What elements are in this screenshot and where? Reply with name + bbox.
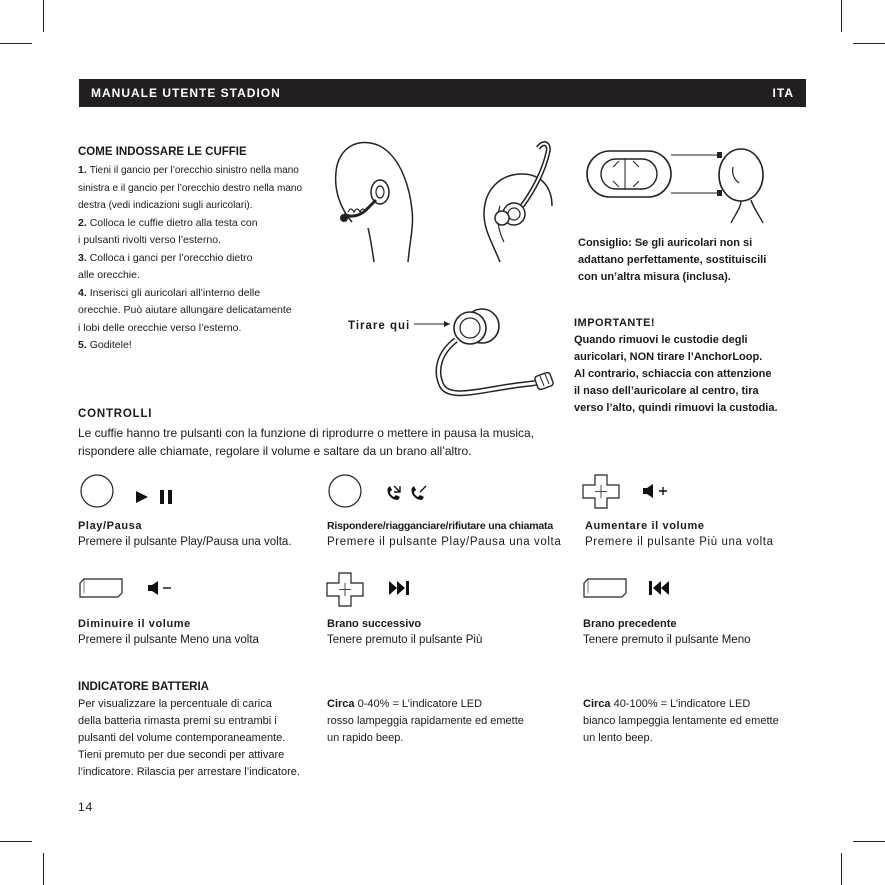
control-desc: Premere il pulsante Più una volta xyxy=(585,536,774,548)
important-title: IMPORTANTE! xyxy=(574,317,656,329)
ear-with-earhook-illustration xyxy=(470,130,570,265)
wear-step-line: destra (vedi indicazioni sugli auricolari). xyxy=(78,200,253,211)
crop-mark xyxy=(0,841,32,842)
plus-button-icon xyxy=(582,474,622,510)
wear-step-line: sinistra e il gancio per l’orecchio destro nella mano xyxy=(78,182,303,194)
control-item xyxy=(78,520,318,548)
wear-title: COME INDOSSARE LE CUFFIE xyxy=(78,146,247,158)
control-item xyxy=(327,618,567,646)
header-bar xyxy=(79,79,806,107)
play-pause-icon xyxy=(134,489,176,505)
control-desc: Premere il pulsante Meno una volta xyxy=(78,634,259,646)
control-desc: Premere il pulsante Play/Pausa una volta xyxy=(327,536,562,548)
control-item xyxy=(78,618,318,646)
round-button-icon xyxy=(78,474,118,510)
language-label: ITA xyxy=(772,86,794,100)
control-desc: Premere il pulsante Play/Pausa una volta. xyxy=(78,536,292,548)
wear-step: 4. Inserisci gli auricolari all’interno delle xyxy=(78,286,261,299)
wear-step: 2. Colloca le cuffie dietro alla testa con xyxy=(78,216,258,229)
wear-step-line: orecchie. Può aiutare allungare delicatamente xyxy=(78,304,292,316)
important-note: IMPORTANTE! Quando rimuovi le custodie degli auricolari, NON tirare l’AnchorLoop. Al contrario, schiaccia con attenzione il naso dell’auricolare al centro, tira verso l’alto, quindi rimuovi la custodia. xyxy=(574,315,814,417)
crop-mark xyxy=(853,43,885,44)
battery-high-info: Circa 40-100% = L’indicatore LED bianco lampeggia lentamente ed emette un lento beep. xyxy=(583,698,779,744)
crop-mark xyxy=(841,853,842,885)
controls-intro: Le cuffie hanno tre pulsanti con la funzione di riprodurre o mettere in pausa la musica, rispondere alle chiamate, regolare il volume e saltare da un brano all’altro. xyxy=(78,426,535,458)
page-number: 14 xyxy=(78,800,94,814)
control-title: Brano successivo xyxy=(327,618,422,630)
control-title: Diminuire il volume xyxy=(78,618,191,630)
wear-step-line: i lobi delle orecchie verso l’esterno. xyxy=(78,321,242,334)
wear-step: 3. Colloca i ganci per l’orecchio dietro xyxy=(78,251,253,264)
head-with-earbud-illustration xyxy=(330,130,430,265)
fit-tip: Consiglio: Se gli auricolari non si adattano perfettamente, sostituiscili con un’altra misura (inclusa). xyxy=(578,237,767,283)
round-button-icon xyxy=(326,474,366,510)
eartip-sizes-illustration xyxy=(585,145,785,225)
wear-step-line: alle orecchie. xyxy=(78,269,140,281)
crop-mark xyxy=(841,0,842,32)
volume-up-icon xyxy=(641,483,669,499)
phone-call-icon xyxy=(384,484,430,504)
control-item xyxy=(583,618,813,646)
anchorloop-illustration xyxy=(412,300,562,412)
control-desc: Tenere premuto il pulsante Meno xyxy=(583,634,751,646)
crop-mark xyxy=(43,853,44,885)
battery-instructions: Per visualizzare la percentuale di carica della batteria rimasta premi su entrambi i pulsanti del volume contemporaneamente. Tieni premuto per due secondi per attivare l’indicatore. Rilascia per arrestare l’indicatore. xyxy=(78,698,300,778)
control-title: Rispondere/riagganciare/rifiutare una chiamata xyxy=(327,520,553,532)
control-title: Play/Pausa xyxy=(78,520,143,532)
crop-mark xyxy=(0,43,32,44)
minus-button-icon xyxy=(78,578,124,598)
control-desc: Tenere premuto il pulsante Più xyxy=(327,634,483,646)
next-track-icon xyxy=(388,580,410,596)
wear-step: 5. Goditele! xyxy=(78,339,132,351)
crop-mark xyxy=(43,0,44,32)
control-title: Aumentare il volume xyxy=(585,520,705,532)
volume-down-icon xyxy=(146,580,174,596)
plus-button-icon xyxy=(326,572,366,608)
controls-title: CONTROLLI xyxy=(78,408,153,420)
pull-here-label: Tirare qui xyxy=(348,320,411,332)
wear-step: 1. Tieni il gancio per l’orecchio sinistro nella mano xyxy=(78,164,299,176)
wear-steps xyxy=(78,162,328,355)
battery-low-info: Circa 0-40% = L’indicatore LED rosso lampeggia rapidamente ed emette un rapido beep. xyxy=(327,698,524,744)
control-item xyxy=(585,520,815,548)
crop-mark xyxy=(853,841,885,842)
previous-track-icon xyxy=(648,580,670,596)
minus-button-icon xyxy=(582,578,628,598)
control-title: Brano precedente xyxy=(583,618,677,630)
battery-title: INDICATORE BATTERIA xyxy=(78,681,209,693)
control-item xyxy=(327,520,577,548)
wear-step-line: i pulsanti rivolti verso l’esterno. xyxy=(78,234,221,246)
manual-title: MANUALE UTENTE STADION xyxy=(91,86,281,100)
